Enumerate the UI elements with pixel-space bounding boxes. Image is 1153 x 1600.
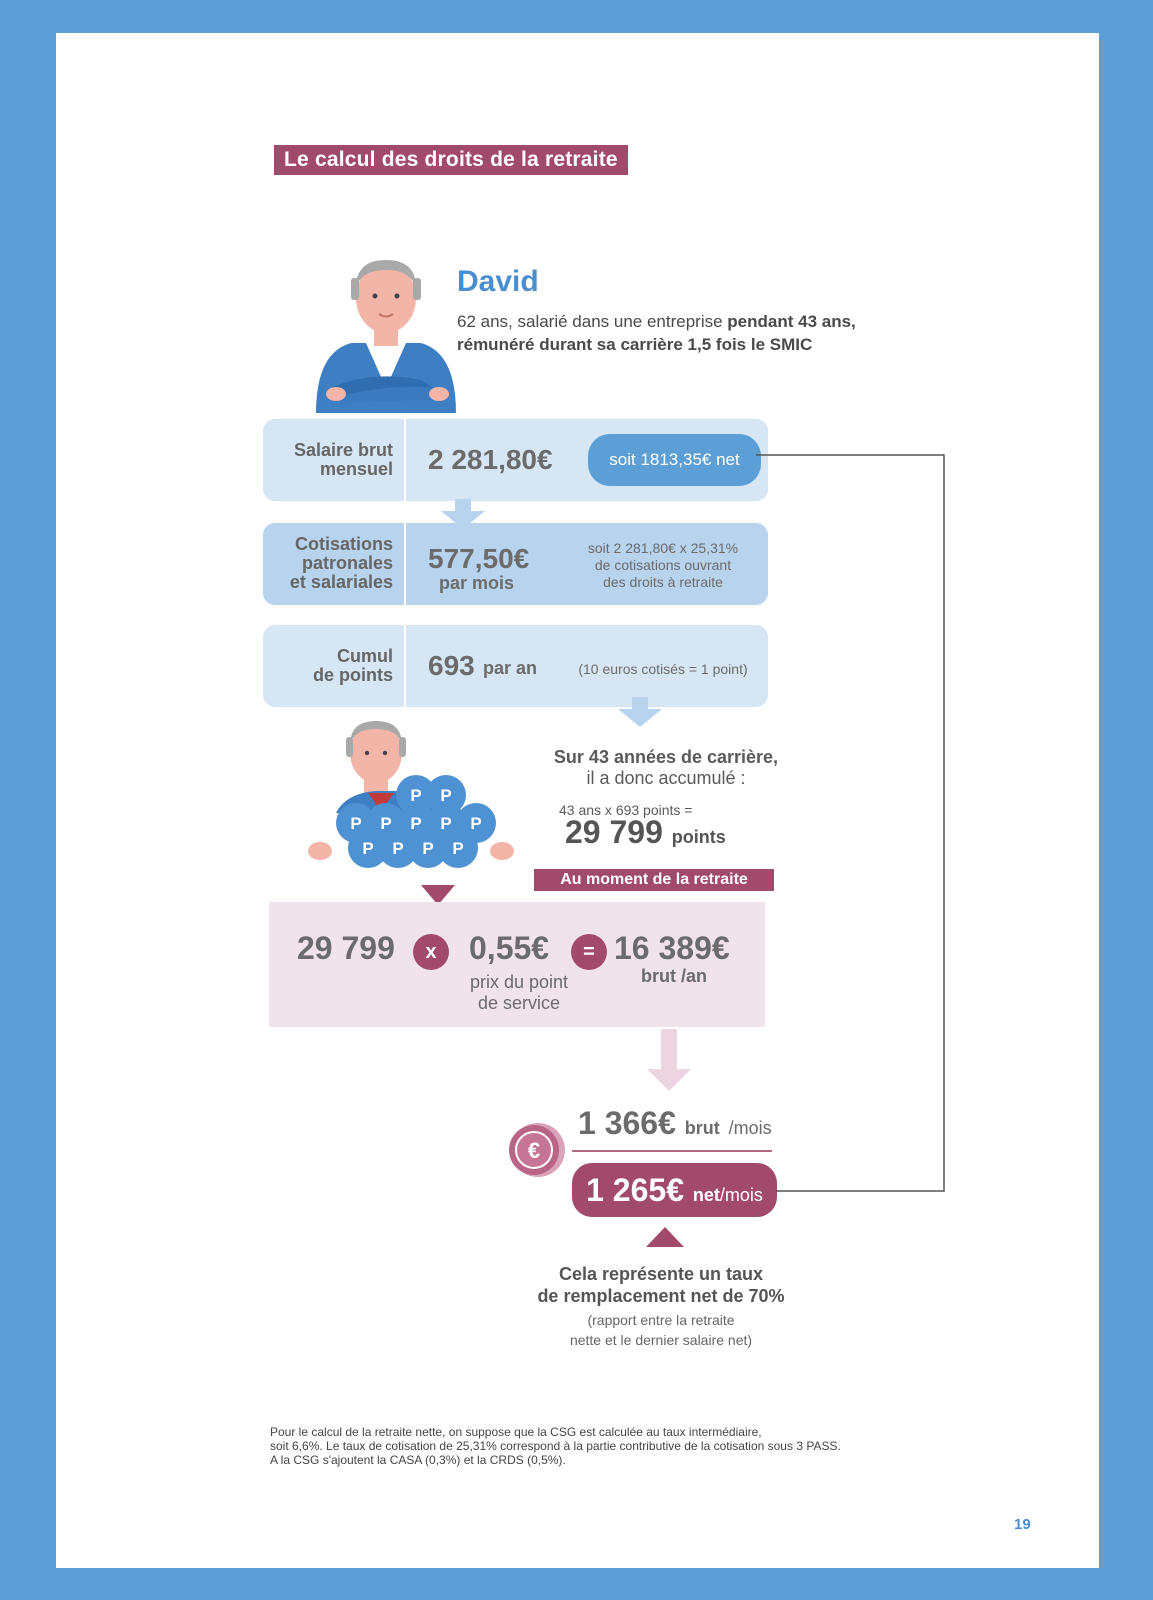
- points-unit: par an: [483, 658, 538, 678]
- coin-letter: P: [350, 814, 362, 833]
- pension-net-badge: 1 265€ net/mois: [572, 1163, 777, 1217]
- profile-description: 62 ans, salarié dans une entreprise pendant 43 ans, rémunéré durant sa carrière 1,5 fois le SMIC: [457, 312, 856, 354]
- man-holding-coins-illustration: [306, 713, 521, 893]
- equals-icon: =: [571, 934, 607, 970]
- arrow-down-icon: [618, 697, 662, 727]
- coin-letter: P: [440, 814, 452, 833]
- formula-points: 29 799: [297, 930, 395, 966]
- formula-price: 0,55€: [469, 930, 550, 966]
- career-calculation: 43 ans x 693 points =: [559, 802, 693, 818]
- retirement-moment-tag: Au moment de la retraite: [534, 869, 774, 891]
- coin-letter: P: [380, 814, 392, 833]
- contributions-note: soit 2 281,80€ x 25,31% de cotisations ouvrant des droits à retraite: [587, 540, 739, 590]
- coin-letter: P: [410, 786, 422, 805]
- formula-price-label: prix du point de service: [469, 972, 569, 1013]
- points-note: (10 euros cotisés = 1 point): [578, 661, 748, 677]
- formula-result-unit: brut /an: [641, 966, 707, 986]
- multiply-icon: x: [413, 934, 449, 970]
- points-value: 693: [428, 650, 475, 681]
- connector-line: [756, 451, 956, 1201]
- section-title: Le calcul des droits de la retraite: [274, 145, 628, 175]
- points-row: [263, 625, 768, 707]
- points-label: Cumul de points: [313, 646, 393, 685]
- contributions-label: Cotisations patronales et salariales: [289, 534, 393, 592]
- page: [56, 33, 1099, 1568]
- page-number: 19: [1014, 1516, 1031, 1533]
- career-total: 29 799 points: [565, 814, 726, 850]
- footnote: Pour le calcul de la retraite nette, on suppose que la CSG est calculée au taux intermédiaire, soit 6,6%. Le taux de cotisation de 25,31% correspond à la partie contributive de la cotisation sous 3 PASS. A la CSG s'ajoutent la CASA (0,3%) et la CRDS (0,5%).: [270, 1425, 841, 1467]
- pension-brut: 1 366€ brut /mois: [578, 1105, 772, 1141]
- formula-result: 16 389€: [614, 930, 730, 966]
- coin-letter: P: [452, 839, 464, 858]
- salary-value: 2 281,80€: [428, 444, 553, 475]
- contributions-value: 577,50€: [428, 543, 530, 574]
- salary-label: Salaire brut mensuel: [293, 440, 393, 479]
- arrow-down-icon: [647, 1029, 691, 1091]
- contributions-row: [263, 523, 768, 605]
- profile-name: David: [457, 265, 539, 298]
- formula-box: [269, 902, 765, 1027]
- salary-net-badge: soit 1813,35€ net: [588, 434, 761, 486]
- contributions-unit: par mois: [439, 573, 515, 593]
- career-summary: Sur 43 années de carrière, il a donc accumulé :: [553, 747, 779, 788]
- coin-letter: P: [470, 814, 482, 833]
- man-arms-crossed-illustration: [311, 248, 461, 418]
- divider: [572, 1150, 772, 1152]
- coin-letter: P: [440, 786, 452, 805]
- replacement-rate: Cela représente un taux de remplacement net de 70%: [537, 1264, 785, 1306]
- euro-coin-icon: [504, 1121, 570, 1179]
- coin-euro-symbol: €: [527, 1138, 541, 1163]
- triangle-up-icon: [646, 1227, 684, 1247]
- salary-row: [263, 419, 768, 501]
- coin-letter: P: [362, 839, 374, 858]
- coin-letter: P: [410, 814, 422, 833]
- coin-letter: P: [422, 839, 434, 858]
- replacement-note: (rapport entre la retraite nette et le dernier salaire net): [569, 1312, 753, 1348]
- coin-letter: P: [392, 839, 404, 858]
